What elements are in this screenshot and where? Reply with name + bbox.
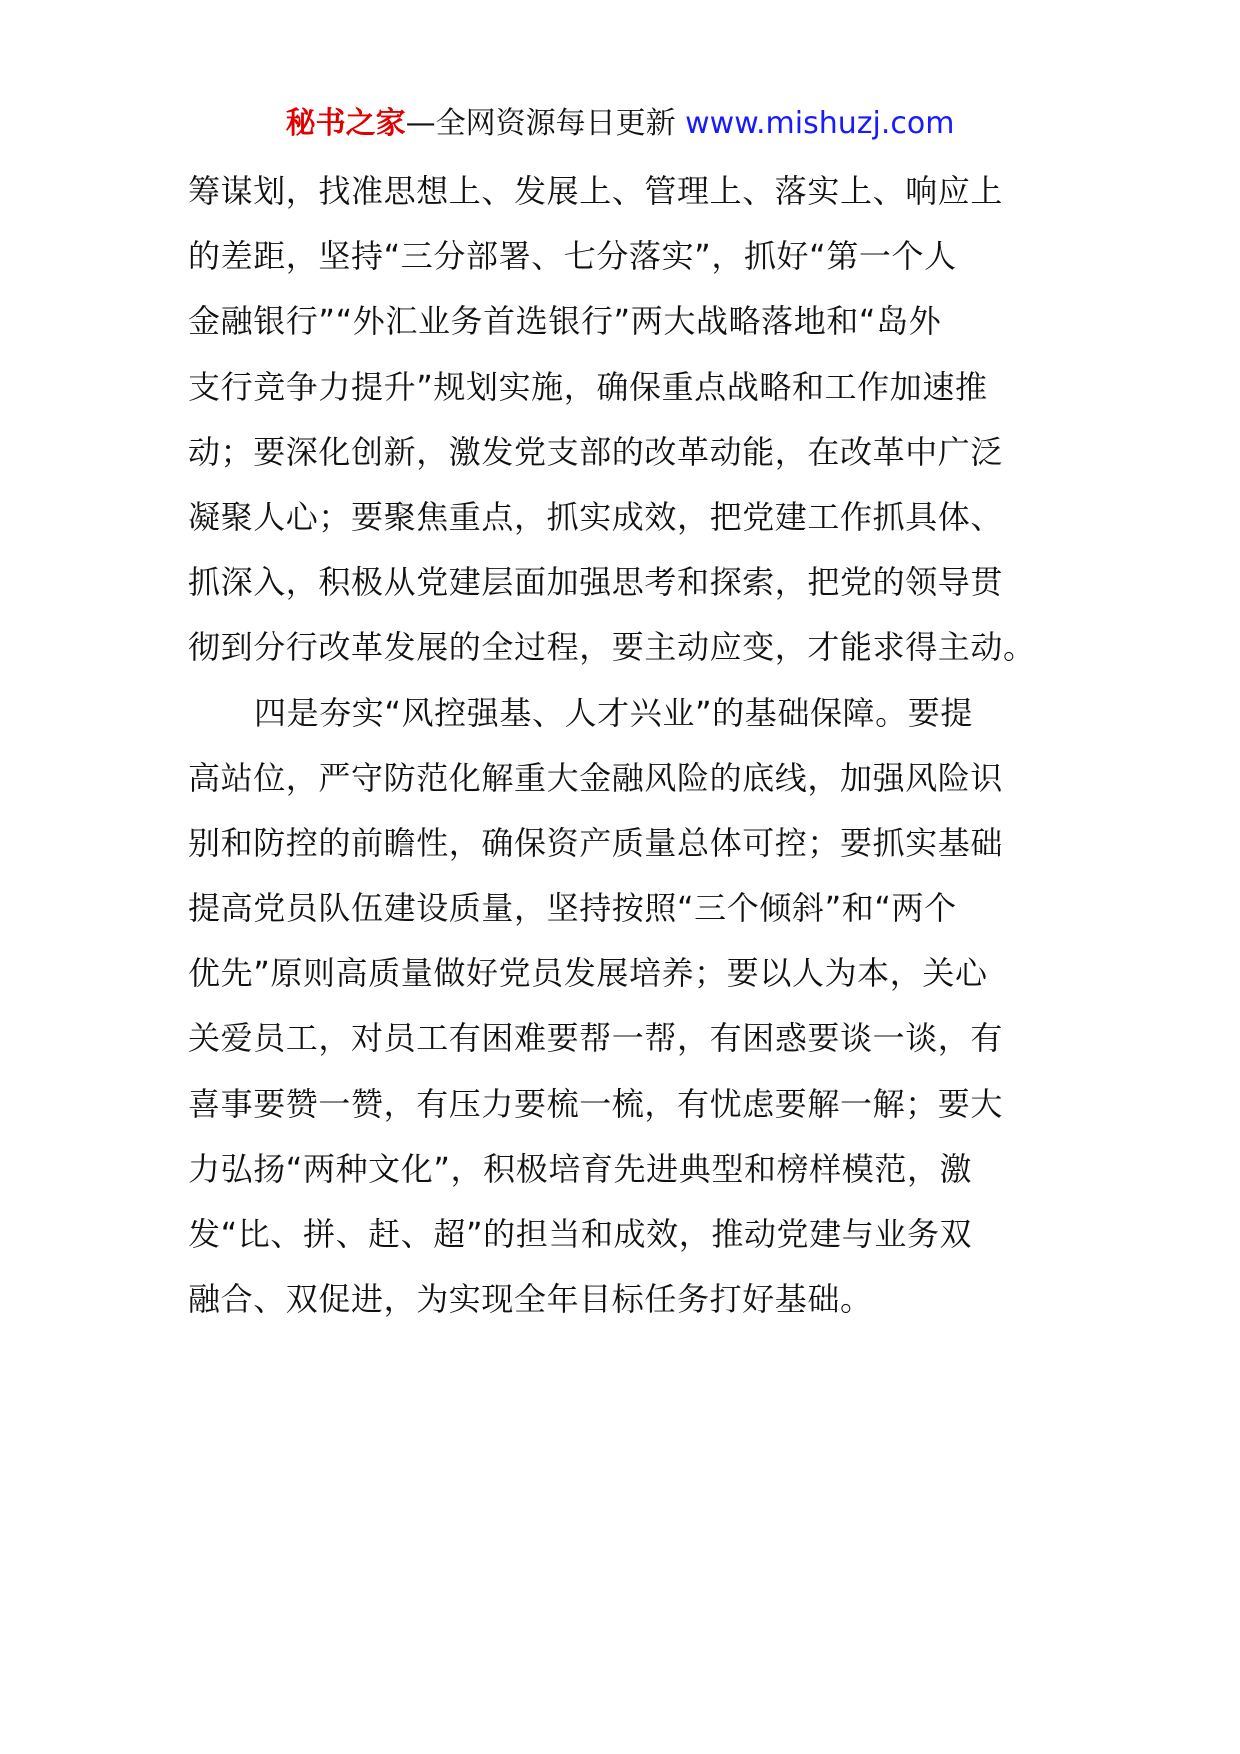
text-line: 发“比、拼、赶、超”的担当和成效，推动党建与业务双 xyxy=(188,1215,973,1253)
text-line: 金融银行”“外汇业务首选银行”两大战略落地和“岛外 xyxy=(188,302,942,341)
text-line: 关爱员工，对员工有困难要帮一帮，有困惑要谈一谈，有 xyxy=(188,1019,1004,1058)
brand-name: 秘书之家 xyxy=(285,106,406,141)
paragraph-first-line: 四是夯实“风控强基、人才兴业”的基础保障。要提 xyxy=(254,693,973,732)
text-line: 彻到分行改革发展的全过程，要主动应变，才能求得主动。 xyxy=(188,628,1036,667)
text-line: 喜事要赞一赞，有压力要梳一梳，有忧虑要解一解；要大 xyxy=(188,1084,1004,1123)
text-line: 支行竞争力提升”规划实施，确保重点战略和工作加速推 xyxy=(188,367,988,406)
text-line: 高站位，严守防范化解重大金融风险的底线，加强风险识 xyxy=(188,758,1004,797)
website-url: www.mishuzj.com xyxy=(685,106,955,141)
text-line: 凝聚人心；要聚焦重点，抓实成效，把党建工作抓具体、 xyxy=(188,497,1004,536)
text-line: 提高党员队伍建设质量，坚持按照“三个倾斜”和“两个 xyxy=(188,889,957,928)
text-line: 抓深入，积极从党建层面加强思考和探索，把党的领导贯 xyxy=(188,563,1004,602)
text-line: 融合、双促进，为实现全年目标任务打好基础。 xyxy=(188,1280,873,1319)
page-header xyxy=(0,104,1240,144)
text-line: 优先”原则高质量做好党员发展培养；要以人为本，关心 xyxy=(188,954,988,993)
header-slogan: —全网资源每日更新 xyxy=(405,106,676,141)
text-line: 的差距，坚持“三分部署、七分落实”，抓好“第一个人 xyxy=(188,237,957,276)
text-line: 筹谋划，找准思想上、发展上、管理上、落实上、响应上 xyxy=(188,172,1004,210)
text-line: 力弘扬“两种文化”，积极培育先进典型和榜样模范，激 xyxy=(188,1149,973,1188)
text-line: 别和防控的前瞻性，确保资产质量总体可控；要抓实基础 xyxy=(188,823,1004,862)
document-body xyxy=(188,159,1058,1332)
text-line: 动；要深化创新，激发党支部的改革动能，在改革中广泛 xyxy=(188,432,1004,471)
